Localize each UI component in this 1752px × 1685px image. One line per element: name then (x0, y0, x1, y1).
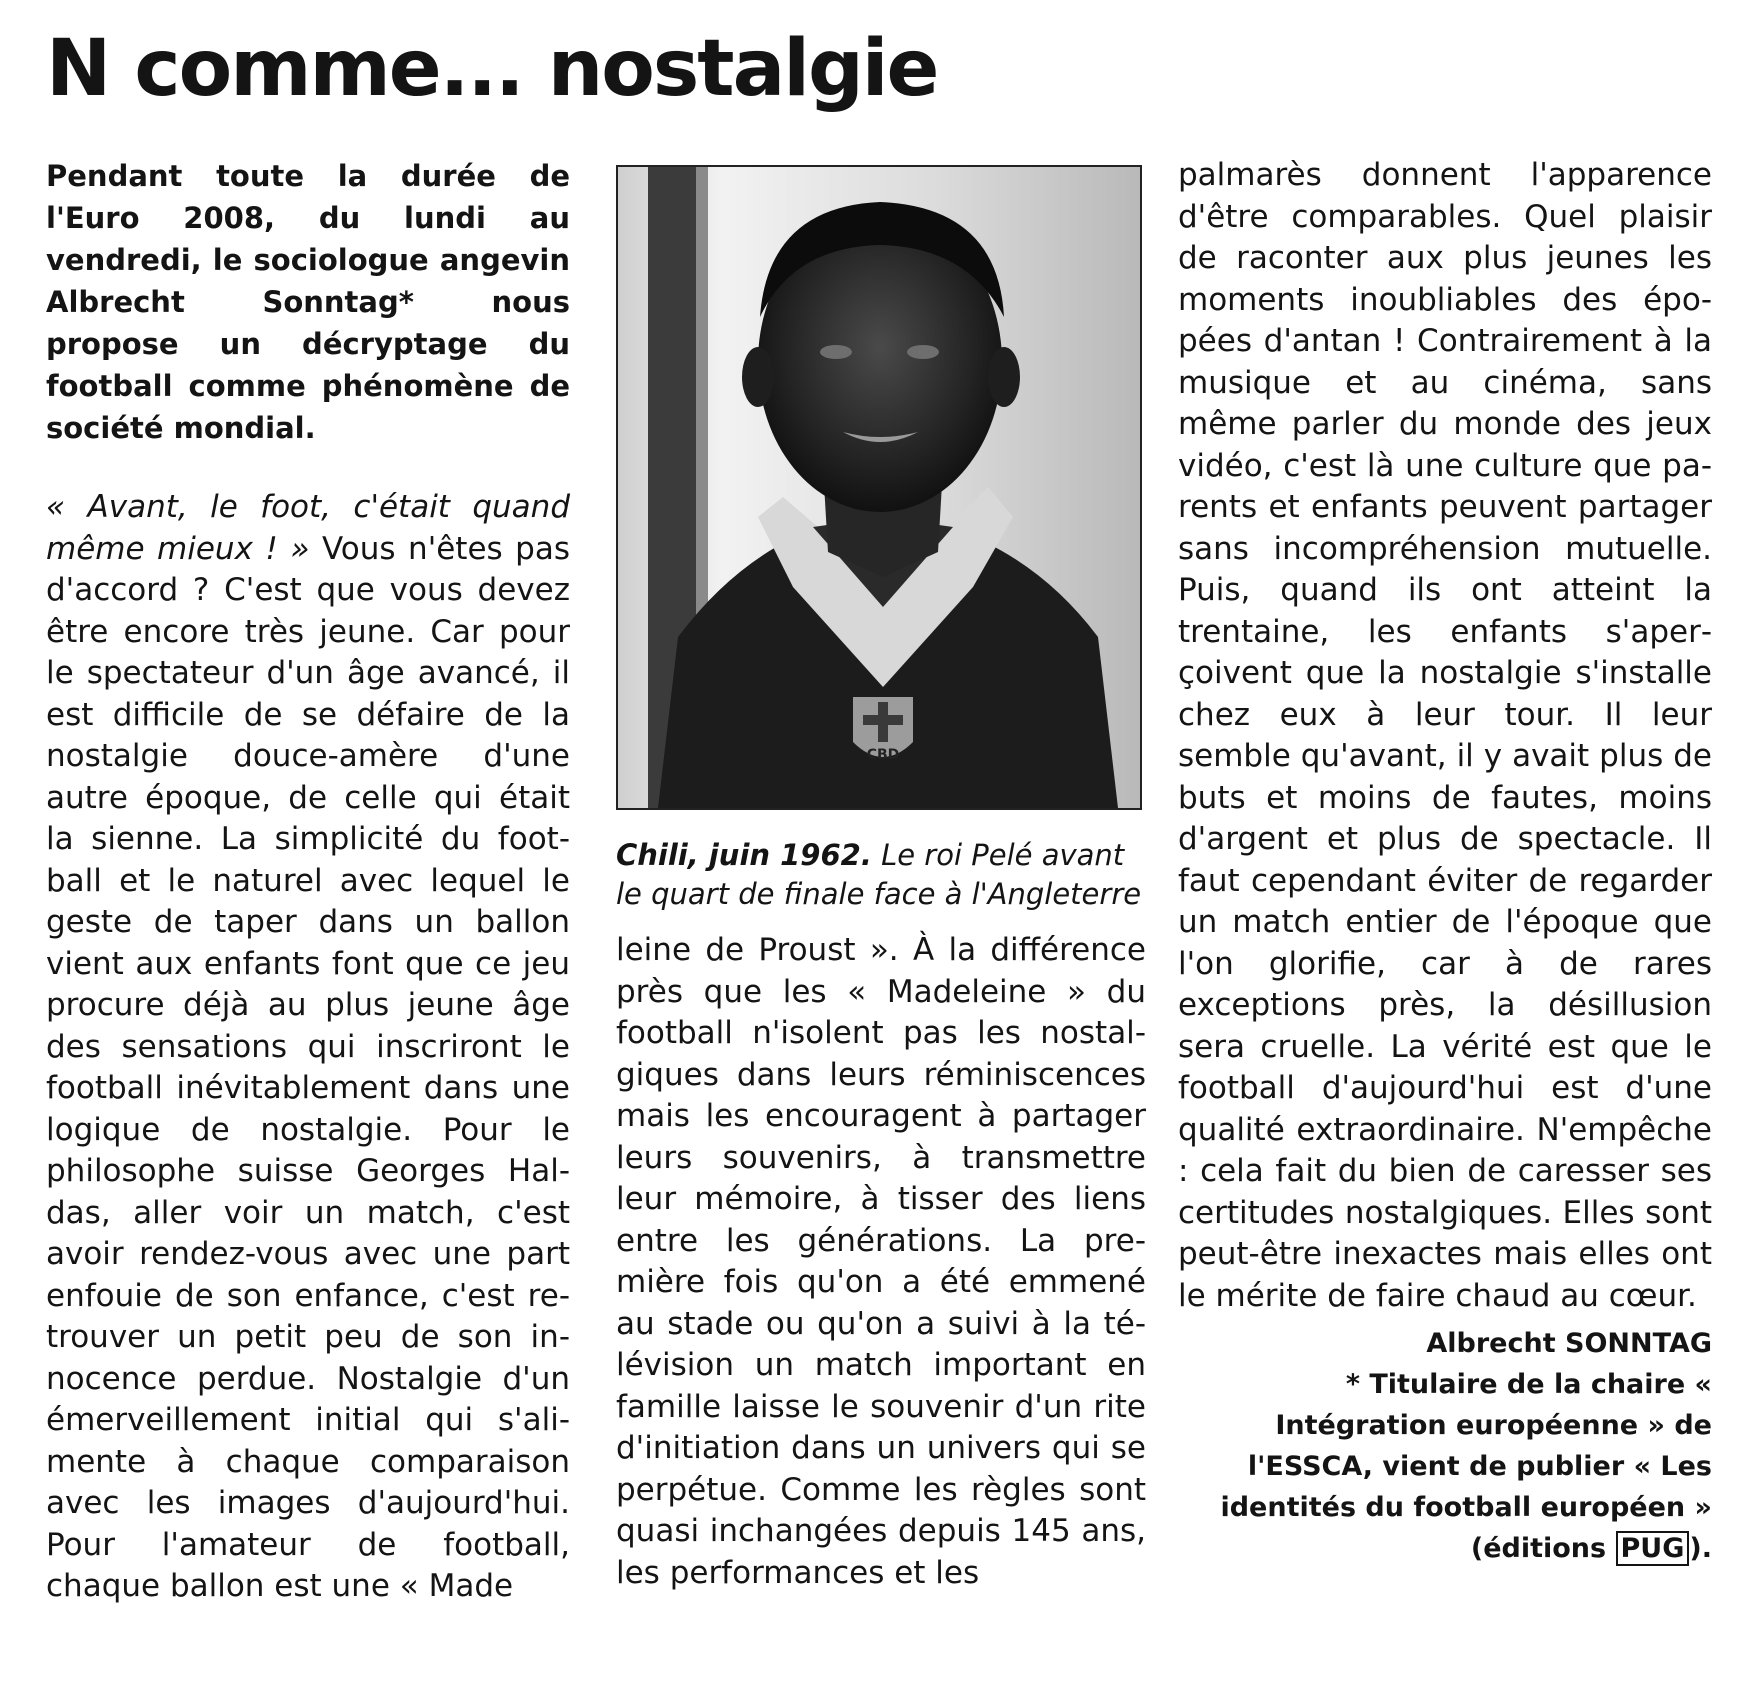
column-1 (46, 155, 570, 1608)
publisher-name: PUG (1616, 1531, 1690, 1566)
footnote-end: ). (1689, 1533, 1712, 1564)
column-2 (616, 165, 1146, 1594)
column-1-text (46, 487, 570, 1608)
author-name: Albrecht SONNTAG (1426, 1328, 1712, 1359)
pele-photo (616, 165, 1142, 810)
author-footnote (1178, 1364, 1712, 1569)
article-signoff (1178, 1323, 1712, 1569)
column-2-body: leine de Proust ». À la différence près que les « Madeleine » du football n'isolent pas les nostalgiques dans leurs réminiscences mais les encouragent à partager leurs souvenirs, à transmettre leur mémoire, à tisser des liens entre les générations. La première fois qu'on a été emmené au stade ou qu'on a suivi à la télévision un match important en famille laisse le souvenir d'un rite d'initiation dans un univers qui se perpétue. Comme les règles sont quasi inchangées depuis 145 ans, les performances et les (616, 932, 1146, 1591)
article-headline: N comme... nostalgie (46, 24, 938, 114)
caption-place-date: Chili, juin 1962. (616, 838, 872, 872)
column-1-body: Vous n'êtes pas d'accord ? C'est que vous devez être encore très jeune. Car pour le spectateur d'un âge avancé, il est difficile de se défaire de la nostalgie douce-amère d'une autre époque, de celle qui était la sienne. La simplicité du football et le naturel avec lequel le geste de taper dans un ballon vient aux enfants font que ce jeu procure déjà au plus jeune âge des sensations qui inscriront le football inévitablement dans une logique de nostalgie. Pour le philosophe suisse Georges Haldas, aller voir un match, c'est avoir rendez-vous avec une part enfouie de son enfance, c'est retrouver un petit peu de son innocence perdue. Nostalgie d'un émerveillement initial qui s'alimente à chaque comparaison avec les images d'aujourd'hui. Pour l'amateur de football, chaque ballon est une « Made (46, 530, 570, 1604)
column-3-body: palmarès donnent l'apparence d'être comparables. Quel plaisir de raconter aux plus jeunes les moments inoubliables des épopées d'antan ! Contrairement à la musique et au cinéma, sans même parler du monde des jeux vidéo, c'est là une culture que parents et enfants peuvent partager sans incompréhension mutuelle. Puis, quand ils ont atteint la trentaine, les enfants s'aperçoivent que la nostalgie s'installe chez eux à leur tour. Il leur semble qu'avant, il y avait plus de buts et moins de fautes, moins d'argent et plus de spectacle. Il faut cependant éviter de regarder un match entier de l'époque que l'on glorifie, car à de rares exceptions près, la désillusion sera cruelle. La vérité est que le football d'aujourd'hui est d'une qualité extraordinaire. N'empêche : cela fait du bien de caresser ses certitudes nostalgiques. Elles sont peut-être inexactes mais elles ont le mérite de faire chaud au cœur. (1178, 157, 1712, 1314)
crest-text: CBD (866, 747, 900, 763)
photo-caption (616, 836, 1146, 914)
caption-description: Le roi Pelé avant le quart de finale face à l'Angleterre (616, 838, 1142, 911)
opening-quote: « Avant, le foot, c'était quand même mieux ! » (46, 489, 570, 567)
footnote-text: * Titulaire de la chaire « Intégration européenne » de l'ESSCA, vient de publier « Les identités du football européen » (éditions (1220, 1369, 1712, 1564)
article-lead: Pendant toute la durée de l'Euro 2008, du lundi au vendredi, le sociologue angevin Albrecht Sonntag* nous propose un décryptage du football comme phénomène de société mondial. (46, 159, 570, 445)
column-3 (1178, 155, 1712, 1569)
pele-portrait-image (618, 167, 1140, 808)
